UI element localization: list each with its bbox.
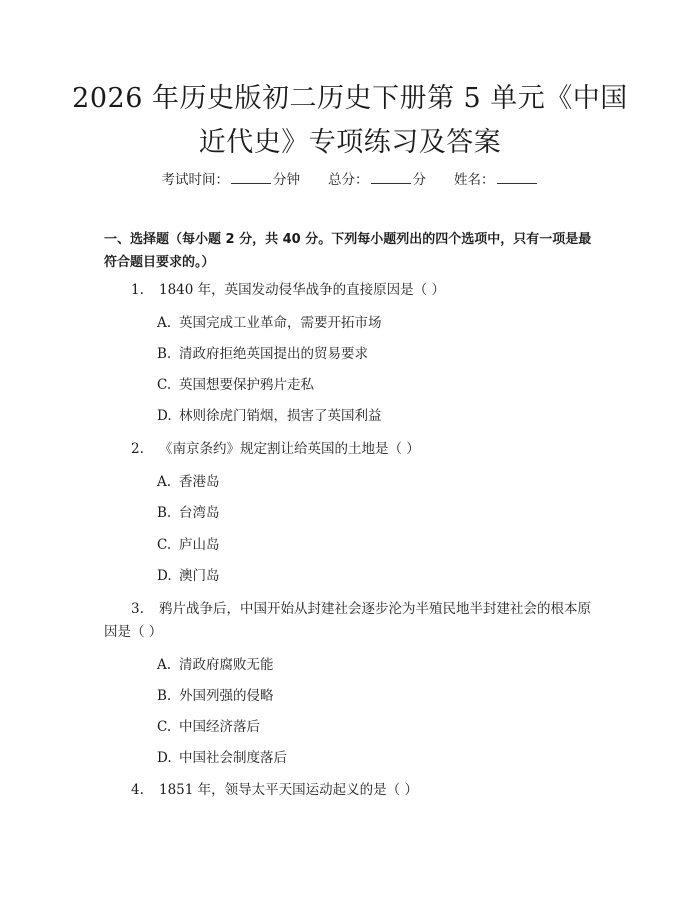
- question-number: 4.: [131, 782, 144, 798]
- question-text-line-1: 鸦片战争后，中国开始从封建社会逐步沦为半殖民地半封建社会的根本原: [159, 601, 591, 617]
- question-text: 1851 年，领导太平天国运动起义的是（ ）: [159, 782, 418, 798]
- question-number: 2.: [131, 441, 144, 457]
- option-1d[interactable]: D. 林则徐虎门销烟，损害了英国利益: [157, 408, 382, 424]
- question-3: [131, 598, 611, 621]
- option-2d[interactable]: D. 澳门岛: [157, 568, 220, 584]
- question-text: 《南京条约》规定割让给英国的土地是（ ）: [159, 441, 420, 457]
- time-label: 考试时间：: [161, 172, 229, 188]
- option-3b[interactable]: B. 外国列强的侵略: [157, 688, 274, 704]
- question-4: [131, 779, 418, 802]
- option-1a[interactable]: A. 英国完成工业革命，需要开拓市场: [157, 315, 382, 331]
- name-label: 姓名：: [454, 172, 495, 188]
- question-text: 1840 年，英国发动侵华战争的直接原因是（ ）: [159, 282, 445, 298]
- score-label: 总分：: [328, 172, 369, 188]
- option-1b[interactable]: B. 清政府拒绝英国提出的贸易要求: [157, 346, 368, 362]
- question-2: [131, 438, 420, 461]
- question-3-continued: 因是（ ）: [104, 624, 163, 640]
- page-title-line-2: 近代史》专项练习及答案: [198, 127, 502, 158]
- question-number: 1.: [131, 282, 144, 298]
- name-blank[interactable]: [497, 171, 537, 184]
- score-unit: 分: [412, 172, 426, 188]
- option-3a[interactable]: A. 清政府腐败无能: [157, 657, 274, 673]
- option-3d[interactable]: D. 中国社会制度落后: [157, 750, 287, 766]
- section-heading: 一、选择题（每小题 2 分，共 40 分。下列每小题列出的四个选项中，只有一项是最符合题目要求的。）: [104, 232, 592, 270]
- option-2c[interactable]: C. 庐山岛: [157, 537, 220, 553]
- score-blank[interactable]: [371, 171, 411, 184]
- time-unit: 分钟: [273, 172, 300, 188]
- page-title-line-1: 2026 年历史版初二历史下册第 5 单元《中国: [72, 83, 628, 114]
- question-1: [131, 279, 445, 302]
- option-1c[interactable]: C. 英国想要保护鸦片走私: [157, 377, 314, 393]
- option-3c[interactable]: C. 中国经济落后: [157, 719, 260, 735]
- option-2a[interactable]: A. 香港岛: [157, 474, 220, 490]
- time-blank[interactable]: [231, 171, 271, 184]
- option-2b[interactable]: B. 台湾岛: [157, 505, 220, 521]
- question-number: 3.: [131, 601, 144, 617]
- exam-info-row: [0, 168, 700, 188]
